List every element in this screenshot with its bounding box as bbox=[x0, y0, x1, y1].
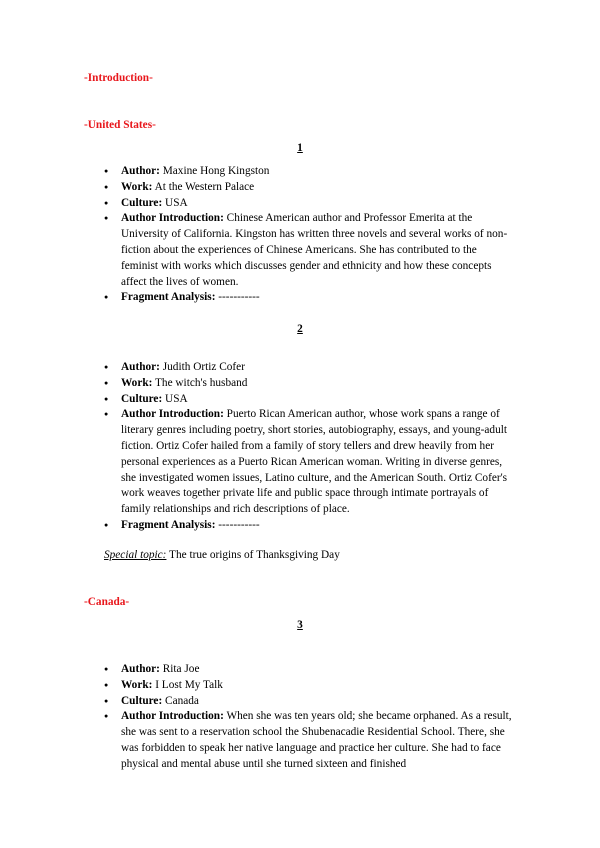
special-topic-label: Special topic: bbox=[104, 549, 167, 561]
list-item-culture bbox=[104, 694, 514, 710]
entry-list-2 bbox=[104, 360, 514, 534]
entry-number-3: 3 bbox=[297, 619, 303, 631]
entry-number-1: 1 bbox=[297, 142, 303, 154]
list-item-fragment-analysis bbox=[104, 290, 514, 306]
entry-list-1 bbox=[104, 164, 514, 306]
culture-value: Canada bbox=[165, 694, 199, 707]
culture-label: Culture: bbox=[121, 392, 163, 405]
author-introduction-text: When she was ten years old; she became orphaned. As a result, she was sent to a reservation school the Shubenacadie Residential School. There, she was forbidden to speak her native language and practice her culture. She had to face physical and mental abuse until she turned sixteen and finished bbox=[121, 710, 512, 770]
culture-value: USA bbox=[165, 196, 188, 209]
list-item-author-introduction bbox=[104, 709, 514, 772]
author-introduction-text: Puerto Rican American author, whose work spans a range of literary genres including poetry, short stories, autobiography, essays, and young-adult fiction. Ortiz Cofer hailed from a family of story tellers and drew heavily from her personal experiences as a Puerto Rican American woman. Writing in diverse genres, she investigated women issues, Latino culture, and the American South. Ortiz Cofer's work weaves together private life and public space through intimate portrayals of family relationships and rich descriptions of place. bbox=[121, 408, 508, 516]
author-value: Judith Ortiz Cofer bbox=[162, 361, 245, 373]
list-item-author bbox=[104, 360, 514, 376]
list-item-culture bbox=[104, 196, 514, 212]
section-heading-united-states: -United States- bbox=[84, 119, 156, 131]
culture-label: Culture: bbox=[121, 694, 163, 707]
culture-value: USA bbox=[165, 392, 188, 405]
section-heading-canada: -Canada- bbox=[84, 596, 130, 608]
work-label: Work: bbox=[121, 376, 153, 389]
work-value: The witch's husband bbox=[155, 376, 248, 389]
entry-list-3 bbox=[104, 662, 514, 773]
list-item-author bbox=[104, 662, 514, 678]
author-label: Author: bbox=[121, 361, 160, 373]
work-value: I Lost My Talk bbox=[155, 678, 223, 691]
section-heading-introduction: -Introduction- bbox=[84, 72, 153, 84]
list-item-work bbox=[104, 180, 514, 196]
author-label: Author: bbox=[121, 165, 160, 177]
list-item-work bbox=[104, 678, 514, 694]
list-item-fragment-analysis bbox=[104, 518, 514, 534]
work-label: Work: bbox=[121, 678, 153, 691]
list-item-author-introduction bbox=[104, 407, 514, 518]
fragment-analysis-label: Fragment Analysis: bbox=[121, 291, 216, 304]
fragment-analysis-label: Fragment Analysis: bbox=[121, 518, 216, 531]
culture-label: Culture: bbox=[121, 196, 163, 209]
special-topic-text: The true origins of Thanksgiving Day bbox=[166, 549, 340, 561]
work-value: At the Western Palace bbox=[154, 180, 255, 193]
list-item-author bbox=[104, 164, 514, 180]
author-label: Author: bbox=[121, 663, 160, 675]
list-item-culture bbox=[104, 392, 514, 408]
fragment-analysis-value: ----------- bbox=[218, 518, 260, 531]
work-label: Work: bbox=[121, 180, 153, 193]
fragment-analysis-value: ----------- bbox=[218, 291, 260, 304]
entry-number-2: 2 bbox=[297, 323, 303, 335]
special-topic bbox=[104, 548, 340, 564]
author-introduction-label: Author Introduction: bbox=[121, 212, 224, 225]
author-value: Rita Joe bbox=[162, 663, 200, 675]
author-value: Maxine Hong Kingston bbox=[162, 165, 270, 177]
author-introduction-label: Author Introduction: bbox=[121, 710, 224, 723]
list-item-author-introduction bbox=[104, 211, 514, 290]
author-introduction-label: Author Introduction: bbox=[121, 408, 224, 421]
author-introduction-text: Chinese American author and Professor Emerita at the University of California. Kingston has written three novels and several works of non-fiction about the experiences of Chinese Americans. She has contributed to the feminist with works which discusses gender and ethnicity and how these concepts affect the lives of women. bbox=[121, 212, 508, 288]
list-item-work bbox=[104, 376, 514, 392]
